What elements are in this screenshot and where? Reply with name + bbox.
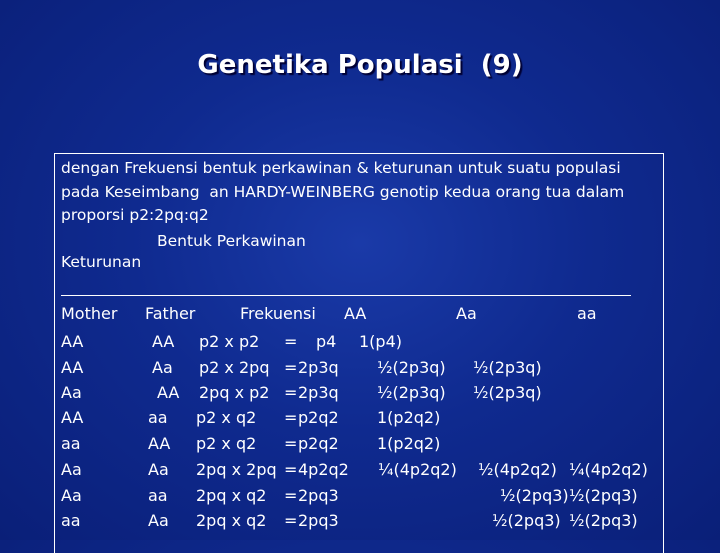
header-mother: Mother [61,304,118,323]
cell-offspring-Aa: ½(2p3q) [473,358,542,377]
cell-frekuensi: p2 x q2 [196,408,257,427]
header-AA: AA [344,304,367,323]
cell-father: AA [152,332,175,351]
cell-equals: = [284,383,298,402]
cell-frekuensi: 2pq x q2 [196,511,267,530]
cell-mother: Aa [61,486,82,505]
cell-equals: = [284,486,298,505]
bentuk-perkawinan-label: Bentuk Perkawinan [157,232,306,250]
cell-result: p2q2 [298,434,339,453]
cell-offspring-AA: ½(2p3q) [377,383,446,402]
cell-father: AA [148,434,171,453]
header-aa: aa [577,304,597,323]
cell-father: aa [148,486,168,505]
intro-line-1: dengan Frekuensi bentuk perkawinan & keturunan untuk suatu populasi [61,159,621,177]
cell-offspring-aa: ½(2pq3) [569,486,638,505]
cell-frekuensi: p2 x p2 [199,332,260,351]
cell-offspring-aa: ½(2pq3) [569,511,638,530]
cell-offspring-AA: 1(p2q2) [377,408,441,427]
cell-equals: = [284,511,298,530]
intro-line-2: pada Keseimbang an HARDY-WEINBERG genotip kedua orang tua dalam [61,183,625,201]
header-father: Father [145,304,196,323]
intro-line-3: proporsi p2:2pq:q2 [61,206,209,224]
cell-father: Aa [152,358,173,377]
cell-equals: = [284,358,298,377]
slide-title: Genetika Populasi (9) [197,50,523,80]
cell-result: 2p3q [298,383,339,402]
table-divider [61,295,631,296]
cell-offspring-AA: 1(p2q2) [377,434,441,453]
cell-equals: = [284,408,298,427]
cell-mother: Aa [61,460,82,479]
cell-mother: aa [61,434,81,453]
cell-father: Aa [148,460,169,479]
cell-result: 2pq3 [298,486,339,505]
cell-father: aa [148,408,168,427]
cell-offspring-AA: ¼(4p2q2) [378,460,457,479]
cell-result: 2p3q [298,358,339,377]
cell-result: 2pq3 [298,511,339,530]
cell-offspring-AA: 1(p4) [359,332,402,351]
cell-equals: = [284,460,298,479]
cell-father: AA [157,383,180,402]
cell-offspring-Aa: ½(2p3q) [473,383,542,402]
cell-offspring-Aa: ½(2pq3) [500,486,569,505]
cell-equals: = [284,332,298,351]
cell-result: 4p2q2 [298,460,349,479]
cell-offspring-AA: ½(2p3q) [377,358,446,377]
cell-mother: AA [61,332,84,351]
cell-mother: aa [61,511,81,530]
cell-frekuensi: p2 x 2pq [199,358,270,377]
cell-offspring-Aa: ½(4p2q2) [478,460,557,479]
cell-mother: AA [61,358,84,377]
cell-equals: = [284,434,298,453]
cell-father: Aa [148,511,169,530]
cell-mother: AA [61,408,84,427]
cell-result: p4 [316,332,337,351]
cell-offspring-Aa: ½(2pq3) [492,511,561,530]
header-frekuensi: Frekuensi [240,304,316,323]
cell-result: p2q2 [298,408,339,427]
cell-mother: Aa [61,383,82,402]
cell-frekuensi: 2pq x 2pq [196,460,277,479]
cell-frekuensi: 2pq x p2 [199,383,270,402]
cell-frekuensi: p2 x q2 [196,434,257,453]
keturunan-label: Keturunan [61,253,142,271]
cell-offspring-aa: ¼(4p2q2) [569,460,648,479]
cell-frekuensi: 2pq x q2 [196,486,267,505]
header-Aa: Aa [456,304,477,323]
